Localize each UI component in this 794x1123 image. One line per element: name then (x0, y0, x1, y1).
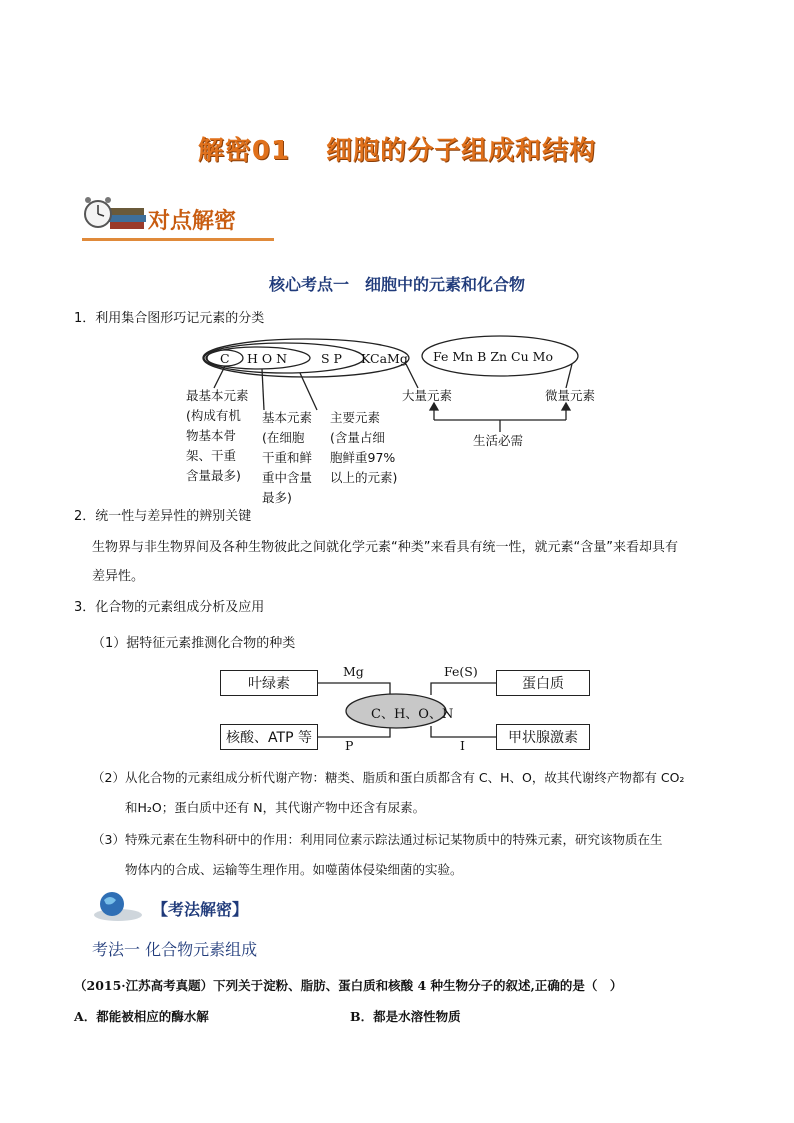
macro-label: 大量元素 (402, 388, 453, 403)
box-nucleic-acid: 核酸、ATP 等 (220, 724, 318, 750)
item3-sub2-line1: （2）从化合物的元素组成分析代谢产物：糖类、脂质和蛋白质都含有 C、H、O，故其代谢终产物都有 CO₂ (92, 770, 685, 785)
item1-heading: 1．利用集合图形巧记元素的分类 (74, 311, 265, 326)
basic-most-label: 最基本元素 (构成有机 物基本骨 架、干重 含量最多) (186, 388, 249, 483)
center-elements: C、H、O、N (371, 707, 454, 722)
option-b: B．都是水溶性物质 (350, 1009, 461, 1024)
item2-body-2: 差异性。 (92, 569, 145, 584)
item3-heading: 3．化合物的元素组成分析及应用 (74, 600, 265, 615)
element-fe-s: Fe(S) (444, 664, 478, 679)
item3-sub2-line2: 和H₂O；蛋白质中还有 N，其代谢产物中还含有尿素。 (125, 800, 426, 815)
label-kcamg: KCaMg (361, 351, 408, 366)
section-banner: 对点解密 (148, 209, 237, 234)
box-protein: 蛋白质 (496, 670, 590, 696)
life-label: 生活必需 (473, 433, 524, 448)
item2-body-1: 生物界与非生物界间及各种生物彼此之间就化学元素“种类”来看具有统一性，就元素“含量”来看却具有 (92, 540, 678, 555)
option-a: A．都能被相应的酶水解 (74, 1009, 209, 1024)
page-title: 解密01 细胞的分子组成和结构 (197, 136, 597, 166)
label-c: C (220, 351, 230, 366)
method-heading: 考法一 化合物元素组成 (92, 940, 258, 959)
label-sp: S P (321, 351, 342, 366)
box-chlorophyll: 叶绿素 (220, 670, 318, 696)
item2-heading: 2．统一性与差异性的辨别关键 (74, 509, 252, 524)
element-mg: Mg (343, 664, 364, 679)
core-point-heading: 核心考点一 细胞中的元素和化合物 (268, 275, 525, 294)
micro-label: 微量元素 (545, 388, 596, 403)
item3-sub1: （1）据特征元素推测化合物的种类 (92, 636, 296, 651)
element-p: P (345, 738, 354, 753)
kaofa-heading: 【考法解密】 (152, 900, 249, 919)
box-thyroid-hormone: 甲状腺激素 (496, 724, 590, 750)
label-hon: H O N (247, 351, 288, 366)
question-stem: （2015·江苏高考真题）下列关于淀粉、脂肪、蛋白质和核酸 4 种生物分子的叙述,正确的是（ ） (74, 978, 623, 993)
item3-sub3-line2: 物体内的合成、运输等生理作用。如噬菌体侵染细菌的实验。 (125, 862, 463, 877)
basic-label: 基本元素 (在细胞 干重和鲜 重中含量 最多) (262, 410, 313, 505)
item3-sub3-line1: （3）特殊元素在生物科研中的作用：利用同位素示踪法通过标记某物质中的特殊元素，研究该物质在生 (92, 832, 663, 847)
main-label: 主要元素 (含量占细 胞鲜重97% 以上的元素) (330, 410, 398, 485)
label-micro-elements: Fe Mn B Zn Cu Mo (433, 349, 553, 364)
element-i: I (460, 738, 465, 753)
